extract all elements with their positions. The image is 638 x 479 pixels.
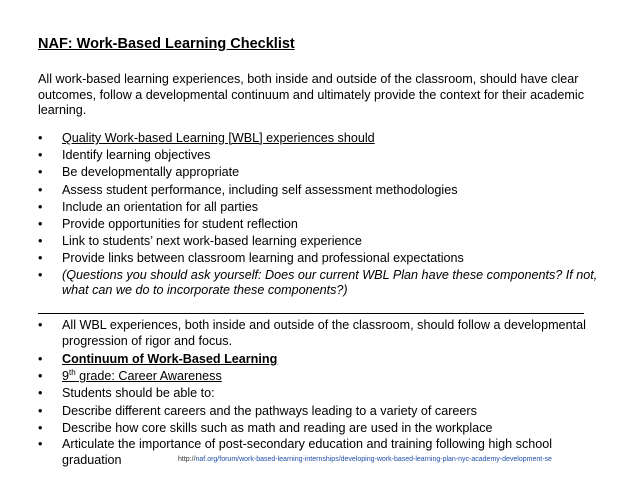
bullet-icon: • [38, 420, 43, 435]
bullet-icon: • [38, 148, 43, 163]
list-item: • Describe different careers and the pathways leading to a variety of careers [38, 403, 608, 420]
intro-paragraph: All work-based learning experiences, both inside and outside of the classroom, should have clear outcomes, follow a developmental continuum and ultimately provide the context for their academic learning. [38, 72, 585, 117]
bullet-icon: • [38, 318, 43, 332]
bullet-icon: • [38, 217, 43, 232]
list-item: • Link to students’ next work-based learning experience [38, 233, 608, 250]
bullet-icon: • [38, 352, 43, 366]
source-link[interactable]: naf.org/forum/work-based-learning-internships/developing-work-based-learning-plan-nyc-academy-development-se [195, 456, 552, 463]
list-item: • Provide opportunities for student reflection [38, 216, 608, 233]
list-item: • Provide links between classroom learning and professional expectations [38, 250, 608, 267]
list-item: • Include an orientation for all parties [38, 199, 608, 216]
list-item: • Be developmentally appropriate [38, 164, 608, 181]
page-title: NAF: Work-Based Learning Checklist [38, 36, 295, 52]
section-divider [38, 313, 584, 314]
bullet-icon: • [38, 131, 43, 145]
source-footer: http://naf.org/forum/work-based-learning-internships/developing-work-based-learning-plan-nyc-academy-development-se [178, 456, 552, 463]
list-item [38, 368, 608, 385]
list-item: • Identify learning objectives [38, 147, 608, 164]
section-heading: Quality Work-based Learning [WBL] experiences should [62, 131, 375, 145]
bullet-icon: • [38, 182, 43, 197]
bullet-icon: • [38, 267, 43, 282]
quality-wbl-list [38, 130, 608, 299]
list-item [38, 268, 608, 299]
bullet-icon: • [38, 403, 43, 418]
list-item: • All WBL experiences, both inside and outside of the classroom, should follow a developmental progression of rigor and focus. [38, 318, 586, 348]
continuum-list [38, 318, 608, 468]
section-heading: Continuum of Work-Based Learning [62, 352, 278, 366]
bullet-icon: • [38, 386, 43, 401]
list-item [38, 130, 608, 147]
bullet-icon: • [38, 369, 43, 384]
bullet-icon: • [38, 165, 43, 180]
bullet-icon: • [38, 437, 43, 452]
bullet-icon: • [38, 199, 43, 214]
grade-label: 9th grade: Career Awareness [62, 368, 222, 384]
bullet-icon: • [38, 234, 43, 249]
reflection-question: (Questions you should ask yourself: Does our current WBL Plan have these components? If not, what can we do to incorporate these components?) [62, 267, 598, 298]
bullet-icon: • [38, 251, 43, 266]
list-item: • Articulate the importance of post-secondary education and training following high school graduation [38, 437, 553, 467]
list-item: • Assess student performance, including self assessment methodologies [38, 182, 608, 199]
list-item [38, 351, 608, 368]
list-item: • Students should be able to: [38, 385, 608, 402]
list-item: • Describe how core skills such as math and reading are used in the workplace [38, 420, 608, 437]
